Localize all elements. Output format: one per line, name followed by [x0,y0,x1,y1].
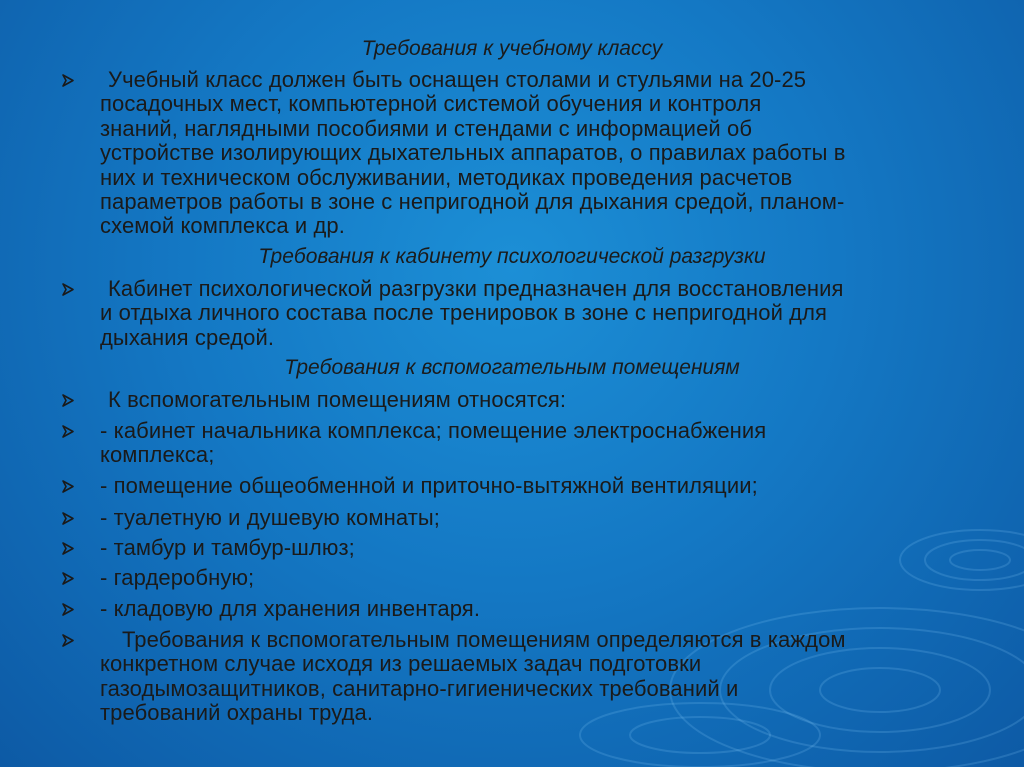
arrowhead-bullet-icon [60,597,78,621]
list-item-text: - кладовую для хранения инвентаря. [100,596,481,621]
arrowhead-bullet-icon [60,68,78,92]
arrowhead-bullet-icon [60,628,78,652]
list-item-text: К вспомогательным помещениям относятся: [108,387,567,412]
arrowhead-bullet-icon [60,566,78,590]
list-item-text: - туалетную и душевую комнаты; [100,505,441,530]
arrowhead-bullet-icon [60,536,78,560]
list-item-text: - помещение общеобменной и приточно-вытяжной вентиляции; [100,473,758,498]
arrowhead-bullet-icon [60,474,78,498]
list-item-text: - тамбур и тамбур-шлюз; [100,535,355,560]
arrowhead-bullet-icon [60,506,78,530]
list-item-text: Кабинет психологической разгрузки предназначен для восстановления и отдыха личного состава после тренировок в зоне с непригодной для дыхания средой. [100,276,844,350]
list-item-text: - кабинет начальника комплекса; помещение электроснабжения комплекса; [100,418,767,468]
arrowhead-bullet-icon [60,277,78,301]
arrowhead-bullet-icon [60,388,78,412]
section-heading-auxiliary-rooms: Требования к вспомогательным помещениям [284,356,740,379]
list-item-text: Учебный класс должен быть оснащен столами и стульями на 20-25 посадочных мест, компьютерной системой обучения и контроля знаний, наглядными пособиями и стендами с информацией об устройстве изолирующих дыхательных аппаратов, о правилах работы в них и техническом обслуживании, методиках проведения расчетов параметров работы в зоне с непригодной для дыхания средой, планом- схемой комплекса и др. [100,67,846,239]
list-item-text: - гардеробную; [100,565,255,590]
section-heading-relief-room: Требования к кабинету психологической разгрузки [258,245,766,268]
list-item-text: Требования к вспомогательным помещениям определяются в каждом конкретном случае исходя из решаемых задач подготовки газодымозащитников, санитарно-гигиенических требований и требований охраны труда. [100,627,846,726]
section-heading-classroom: Требования к учебному классу [361,37,663,60]
arrowhead-bullet-icon [60,419,78,443]
